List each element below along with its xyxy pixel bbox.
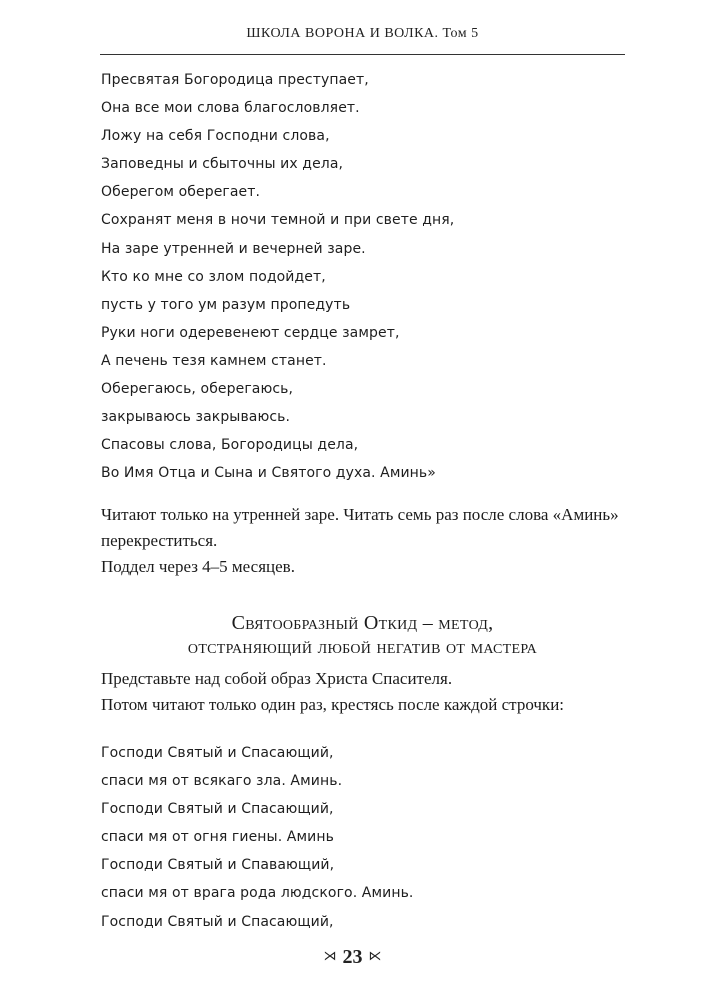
section-heading-line-2: отстраняющий любой негатив от мастера — [187, 636, 538, 658]
poem-line: закрываюсь закрываюсь. — [101, 409, 291, 426]
instruction-paragraph: Читают только на утренней заре. Читать семь раз после слова «Аминь» перекреститься. — [101, 505, 619, 550]
poem-line: Оберегаюсь, оберегаюсь, — [101, 381, 294, 398]
poem-line: Во Имя Отца и Сына и Святого духа. Аминь» — [101, 465, 436, 482]
poem-line: Сохранят меня в ночи темной и при свете дня, — [101, 212, 455, 229]
poem-line: Господи Святый и Спасающий, — [101, 745, 334, 761]
poem-line: Заповедны и сбыточны их дела, — [101, 156, 344, 173]
poem-line: Ложу на себя Господни слова, — [101, 128, 330, 145]
page-number: 23 — [342, 946, 363, 968]
visualize-paragraph: Представьте над собой образ Христа Спасителя. — [101, 669, 453, 688]
reading-paragraph: Потом читают только один раз, крестясь после каждой строчки: — [101, 695, 565, 714]
prayer-poem-1 — [101, 66, 454, 487]
poem-line: А печень тезя камнем станет. — [101, 352, 327, 369]
poem-line: спаси мя от всякаго зла. Аминь. — [101, 773, 343, 790]
poem-line: Господи Святый и Спавающий, — [101, 857, 335, 874]
poem-line: Господи Святый и Спасающий, — [101, 913, 334, 930]
poem-line: пусть у того ум разум пропедуть — [101, 296, 351, 313]
interval-paragraph: Поддел через 4–5 месяцев. — [101, 557, 295, 576]
ornament-left-icon: ⋊ — [323, 948, 337, 963]
prayer-poem-2 — [101, 739, 414, 936]
section-heading-line-1: Святообразный Откид – метод, — [231, 612, 494, 634]
ornament-right-icon: ⋉ — [368, 948, 382, 963]
poem-line: спаси мя от врага рода людского. Аминь. — [101, 885, 414, 902]
header-rule — [100, 54, 625, 55]
poem-line: Руки ноги одеревенеют сердце замрет, — [101, 324, 400, 341]
page-number-footer — [0, 946, 705, 969]
poem-line: Оберегом оберегает. — [101, 184, 261, 201]
poem-line: Она все мои слова благословляет. — [101, 100, 360, 117]
poem-line: Спасовы слова, Богородицы дела, — [101, 437, 359, 454]
poem-line: спаси мя от огня гиены. Аминь — [101, 829, 334, 846]
poem-line: Господи Святый и Спасающий, — [101, 801, 334, 818]
poem-line: Пресвятая Богородица преступает, — [101, 72, 369, 88]
running-header: ШКОЛА ВОРОНА И ВОЛКА. Том 5 — [246, 26, 479, 41]
poem-line: Кто ко мне со злом подойдет, — [101, 268, 326, 285]
section-heading — [100, 611, 625, 659]
poem-line: На заре утренней и вечерней заре. — [101, 240, 366, 257]
